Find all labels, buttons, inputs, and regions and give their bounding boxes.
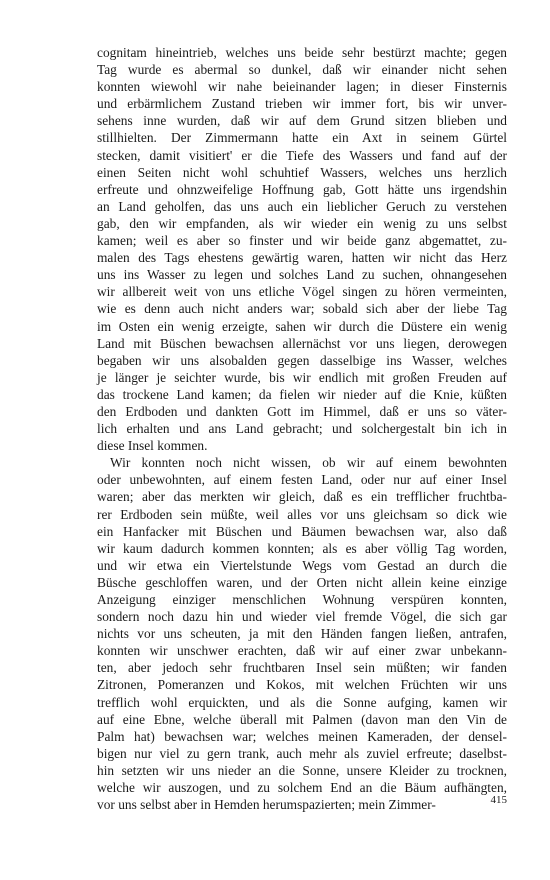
page-body	[97, 44, 507, 813]
text-line: welche wir auszogen, und zu solchem End an die Bäum aufhängten,	[97, 780, 507, 796]
text-line: auf eine Ebne, welche überall mit Palmen (davon man den Vin de	[97, 711, 507, 727]
text-line: Palm hat) bewachsen war; welches meinen Kameraden, der densel-	[97, 728, 507, 744]
text-line: stillhielten. Der Zimmermann hatte ein Axt in seinem Gürtel	[97, 130, 507, 146]
text-line: Büsche geschloffen waren, und der Orten nicht allein keine einzige	[97, 574, 507, 590]
text-line: oder unbewohnten, auf einem festen Land, oder nur auf einer Insel	[97, 472, 507, 488]
text-line: an Land geholfen, das uns auch ein lieblicher Geruch zu verstehen	[97, 198, 507, 214]
text-line: trefflich wohl erquickten, und als die Sonne aufging, kamen wir	[97, 694, 507, 710]
text-line: nichts vor uns scheuten, ja mit den Händen fangen ließen, antrafen,	[97, 626, 507, 642]
text-line: lich erhalten und ans Land gebracht; und solchergestalt bin ich in	[97, 421, 507, 437]
text-line: Wir konnten noch nicht wissen, ob wir auf einem bewohnten	[110, 455, 507, 471]
text-line: hin setzten wir uns nieder an die Sonne, unsere Kleider zu trocknen,	[97, 762, 507, 778]
text-line: konnten wiewohl wir nahe beieinander lagen; in dieser Finsternis	[97, 79, 507, 95]
text-line: ten, aber jedoch sehr fruchtbaren Insel sein müßten; wir fanden	[97, 660, 507, 676]
text-line: wir kaum dadurch kommen konnten; als es aber völlig Tag worden,	[97, 540, 507, 556]
text-line: den Erdboden und dankten Gott im Himmel, daß er uns so väter-	[97, 403, 507, 419]
text-line: Tag wurde es abermal so dunkel, daß wir einander nicht sehen	[97, 62, 507, 78]
text-line: je länger je seichter wurde, bis wir endlich mit großen Freuden auf	[97, 369, 507, 385]
text-line: rer Erdboden sein müßte, weil alles vor uns gleichsam so dick wie	[97, 506, 507, 522]
text-line: ein Hanfacker mit Büschen und Bäumen bewachsen war, also daß	[97, 523, 507, 539]
text-line: wir allbereit weit von uns etliche Vögel singen zu hören vermeinten,	[97, 284, 507, 300]
text-line: malen des Tags ehestens gewärtig waren, hatten wir nicht das Herz	[97, 250, 507, 266]
text-line: erfreute und ohnzweifelige Hoffnung gab, Gott hätte uns irgendshin	[97, 181, 507, 197]
text-line: sehens inne wurden, daß wir auf dem Grund sitzen blieben und	[97, 113, 507, 129]
text-line: sondern noch dazu hin und wieder viel fremde Vögel, die sich gar	[97, 609, 507, 625]
paragraph	[97, 454, 507, 813]
text-line: Zitronen, Pomeranzen und Kokos, mit welchen Früchten wir uns	[97, 677, 507, 693]
text-line: diese Insel kommen.	[97, 438, 208, 454]
text-line: uns ins Wasser zu legen und solches Land zu suchen, ohnangesehen	[97, 267, 507, 283]
text-line: cognitam hineintrieb, welches uns beide sehr bestürzt machte; gegen	[97, 45, 507, 60]
text-line: und wir etwa ein Viertelstunde Wegs vom Gestad an durch die	[97, 557, 507, 573]
text-line: bigen nur viel zu gern trank, auch mehr als zuviel erfreute; daselbst-	[97, 745, 507, 761]
text-line: konnten wir unschwer erachten, daß wir auf einer zwar unbekann-	[97, 643, 507, 659]
text-line: wie es denn auch nicht anders war; sobald sich aber der liebe Tag	[97, 301, 507, 317]
text-line: kamen; weil es aber so finster und wir beide ganz abgemattet, zu-	[97, 233, 507, 249]
text-line: stecken, damit visitiert' er die Tiefe des Wassers und fand auf der	[97, 147, 507, 163]
text-line: einen Seiten nicht wohl schuhtief Wassers, welches uns herzlich	[97, 164, 507, 180]
text-line: das trockene Land kamen; da fielen wir nieder auf die Knie, küßten	[97, 386, 507, 402]
text-line: und erbärmlichem Zustand trieben wir immer fort, bis wir unver-	[97, 96, 507, 112]
text-line: waren; aber das merkten wir gleich, daß es ein trefflicher fruchtba-	[97, 489, 507, 505]
text-line: Land mit Büschen bewachsen allernächst vor uns liegen, derowegen	[97, 335, 507, 351]
text-line: vor uns selbst aber in Hemden herumspazierten; mein Zimmer-	[97, 797, 436, 813]
paragraph	[97, 44, 507, 454]
page-number: 415	[490, 794, 507, 806]
text-line: begaben wir uns alsobalden gegen dasselbige ins Wasser, welches	[97, 352, 507, 368]
text-line: gab, den wir empfanden, als wir wieder ein wenig zu uns selbst	[97, 215, 507, 231]
text-line: im Osten ein wenig erzeigte, sahen wir durch die Düstere ein wenig	[97, 318, 507, 334]
text-line: Anzeigung einziger menschlichen Wohnung verspüren konnten,	[97, 592, 507, 607]
text-block	[97, 44, 507, 813]
